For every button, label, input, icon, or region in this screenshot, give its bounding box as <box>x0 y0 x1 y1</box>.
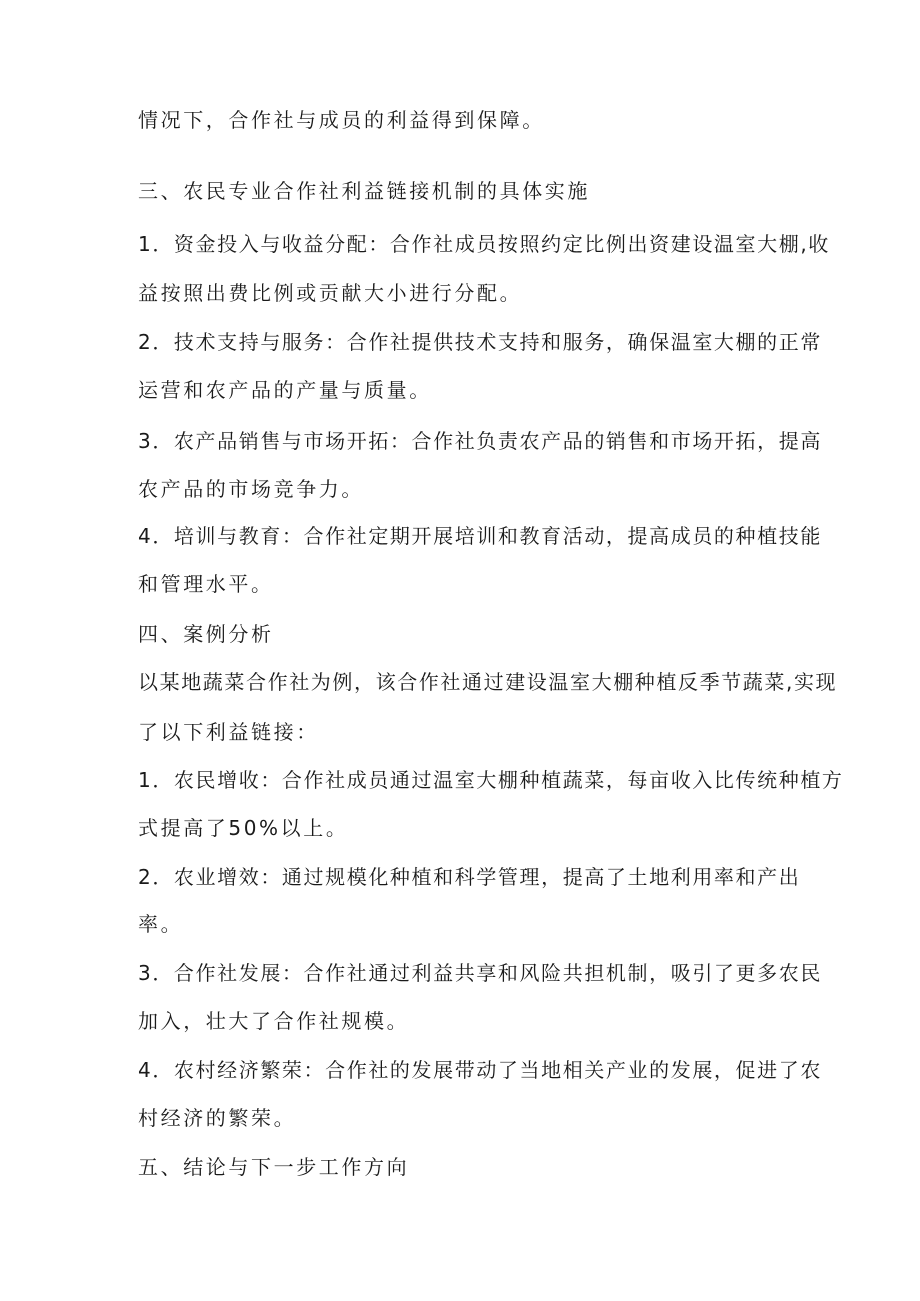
paragraph-line: 情况下，合作社与成员的利益得到保障。 <box>138 108 545 132</box>
list-item-line: 村经济的繁荣。 <box>138 1106 297 1130</box>
list-item-line: 运营和农产品的产量与质量。 <box>138 378 432 402</box>
section-heading: 四、案例分析 <box>138 622 274 646</box>
list-item-line: 1．农民增收：合作社成员通过温室大棚种植蔬菜，每亩收入比传统种植方 <box>138 768 844 792</box>
list-item-line: 2．农业增效：通过规模化种植和科学管理，提高了土地利用率和产出 <box>138 865 801 889</box>
list-item-line: 1．资金投入与收益分配：合作社成员按照约定比例出资建设温室大棚,收 <box>138 232 830 256</box>
list-item-line: 加入，壮大了合作社规模。 <box>138 1009 410 1033</box>
list-item-line: 4．培训与教育：合作社定期开展培训和教育活动，提高成员的种植技能 <box>138 524 822 548</box>
section-heading: 三、农民专业合作社利益链接机制的具体实施 <box>138 179 590 203</box>
paragraph-line: 以某地蔬菜合作社为例，该合作社通过建设温室大棚种植反季节蔬菜,实现 <box>138 670 838 694</box>
list-item-line: 益按照出费比例或贡献大小进行分配。 <box>138 281 523 305</box>
list-item-line: 式提高了50%以上。 <box>138 816 349 840</box>
paragraph-line: 了以下利益链接： <box>138 720 319 744</box>
list-item-line: 4．农村经济繁荣：合作社的发展带动了当地相关产业的发展，促进了农 <box>138 1058 822 1082</box>
list-item-line: 率。 <box>138 912 184 936</box>
list-item-line: 3．合作社发展：合作社通过利益共享和风险共担机制，吸引了更多农民 <box>138 961 822 985</box>
list-item-line: 3．农产品销售与市场开拓：合作社负责农产品的销售和市场开拓，提高 <box>138 429 822 453</box>
section-heading: 五、结论与下一步工作方向 <box>138 1155 410 1179</box>
list-item-line: 2．技术支持与服务：合作社提供技术支持和服务，确保温室大棚的正常 <box>138 330 822 354</box>
list-item-line: 农产品的市场竞争力。 <box>138 477 364 501</box>
list-item-line: 和管理水平。 <box>138 572 274 596</box>
